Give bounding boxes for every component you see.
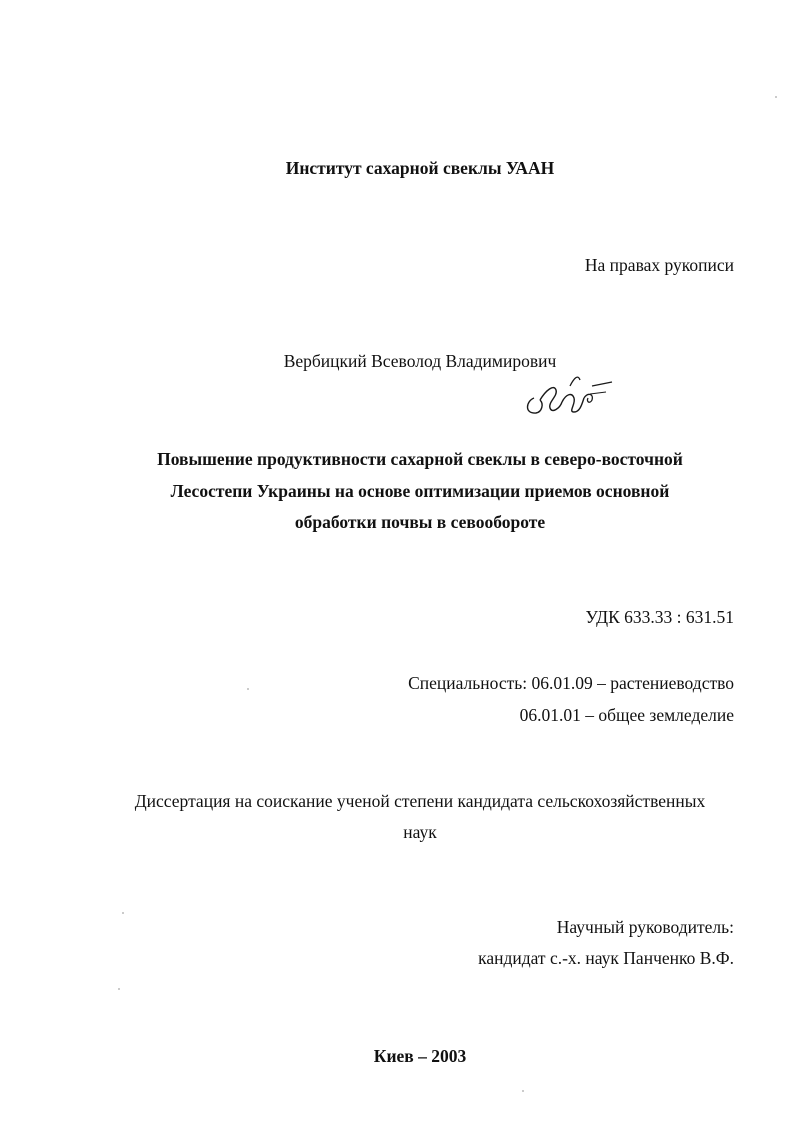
- dissertation-line-1: Диссертация на соискание ученой степени кандидата сельскохозяйственных: [134, 791, 706, 811]
- scan-speck: [118, 988, 120, 990]
- scan-speck: [775, 96, 777, 98]
- title-line-2: Лесостепи Украины на основе оптимизации приемов основной: [170, 481, 670, 501]
- manuscript-note: На правах рукописи: [584, 255, 734, 275]
- scan-speck: [522, 1090, 524, 1092]
- scan-speck: [122, 912, 124, 914]
- title-line-1: Повышение продуктивности сахарной свеклы в северо-восточной: [157, 449, 683, 469]
- city-year: Киев – 2003: [373, 1046, 467, 1066]
- specialty-line-2: 06.01.01 – общее земледелие: [519, 705, 734, 725]
- institute-name: Институт сахарной свеклы УААН: [285, 158, 555, 178]
- supervisor-name: кандидат с.-х. наук Панченко В.Ф.: [478, 948, 734, 968]
- title-line-3: обработки почвы в севообороте: [294, 512, 546, 532]
- udc-code: УДК 633.33 : 631.51: [585, 607, 734, 627]
- specialty-line-1: Специальность: 06.01.09 – растениеводство: [408, 673, 734, 693]
- supervisor-label: Научный руководитель:: [556, 917, 734, 937]
- dissertation-line-2: наук: [403, 822, 437, 842]
- scan-speck: [247, 688, 249, 690]
- author-signature: [520, 368, 615, 423]
- author-name: Вербицкий Всеволод Владимирович: [283, 351, 557, 371]
